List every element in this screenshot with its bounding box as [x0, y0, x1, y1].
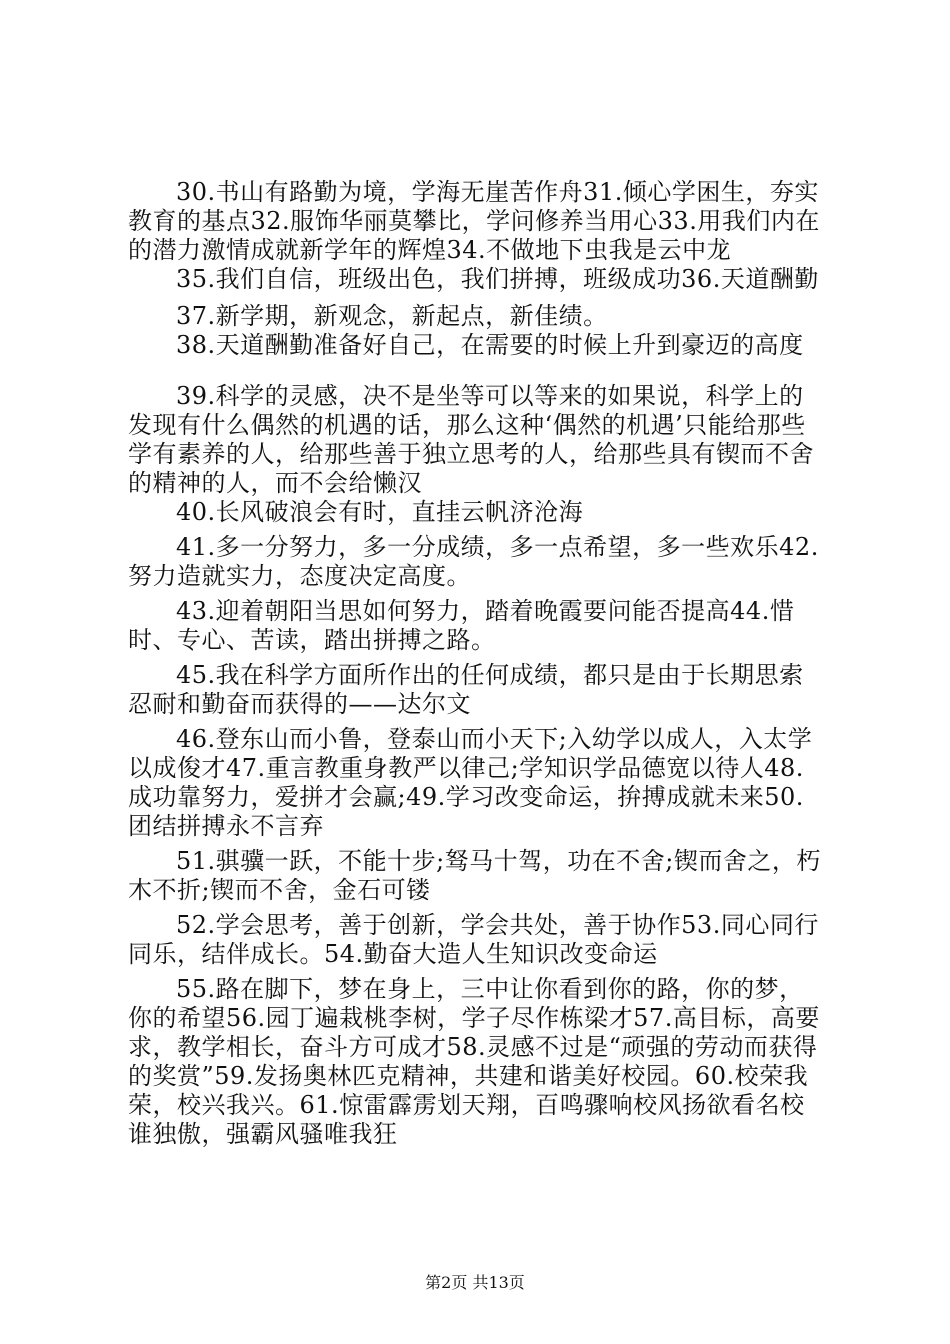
paragraph-45: 45.我在科学方面所作出的任何成绩，都只是由于长期思索忍耐和勤奋而获得的——达尔文: [128, 661, 804, 718]
paragraph-35-36: 35.我们自信，班级出色，我们拼搏，班级成功36.天道酬勤: [176, 265, 819, 293]
paragraph-37: 37.新学期，新观念，新起点，新佳绩。: [176, 302, 608, 330]
paragraph-30-34: 30.书山有路勤为境，学海无崖苦作舟31.倾心学困生，夯实教育的基点32.服饰华丽莫攀比，学问修养当用心33.用我们内在的潜力激情成就新学年的辉煌34.不做地下虫我是云中龙: [128, 178, 820, 264]
paragraph-43-44: 43.迎着朝阳当思如何努力，踏着晚霞要问能否提高44.惜时、专心、苦读，踏出拼搏之路。: [128, 597, 795, 654]
document-body: [128, 178, 828, 1149]
paragraph-55-61: 55.路在脚下，梦在身上，三中让你看到你的路，你的梦，你的希望56.园丁遍栽桃李树，学子尽作栋梁才57.高目标，高要求，教学相长，奋斗方可成才58.灵感不过是“顽强的劳动而获得的奖赏”59.发扬奥林匹克精神，共建和谐美好校园。60.校荣我荣，校兴我兴。61.惊雷霹雳划天翔，百鸣骤响校风扬欲看名校谁独傲，强霸风骚唯我狂: [128, 975, 820, 1148]
paragraph-51: 51.骐骥一跃，不能十步;驽马十驾，功在不舍;锲而舍之，朽木不折;锲而不舍，金石可镂: [128, 847, 821, 904]
paragraph-41-42: 41.多一分努力，多一分成绩，多一点希望，多一些欢乐42.努力造就实力，态度决定高度。: [128, 533, 819, 590]
page-number-footer: 第2页 共13页: [425, 1273, 525, 1292]
paragraph-39: 39.科学的灵感，决不是坐等可以等来的如果说，科学上的发现有什么偶然的机遇的话，那么这种‘偶然的机遇’只能给那些学有素养的人，给那些善于独立思考的人，给那些具有锲而不舍的精神的人，而不会给懒汉: [128, 382, 814, 497]
paragraph-52-54: 52.学会思考，善于创新，学会共处，善于协作53.同心同行同乐，结伴成长。54.勤奋大造人生知识改变命运: [128, 911, 819, 968]
paragraph-46-50: 46.登东山而小鲁，登泰山而小天下;入幼学以成人，入太学以成俊才47.重言教重身教严以律己;学知识学品德宽以待人48.成功靠努力，爱拼才会赢;49.学习改变命运，拚搏成就未来50.团结拼搏永不言弃: [128, 725, 813, 840]
paragraph-38: 38.天道酬勤准备好自己，在需要的时候上升到豪迈的高度: [176, 331, 804, 359]
paragraph-40: 40.长风破浪会有时，直挂云帆济沧海: [176, 498, 584, 526]
